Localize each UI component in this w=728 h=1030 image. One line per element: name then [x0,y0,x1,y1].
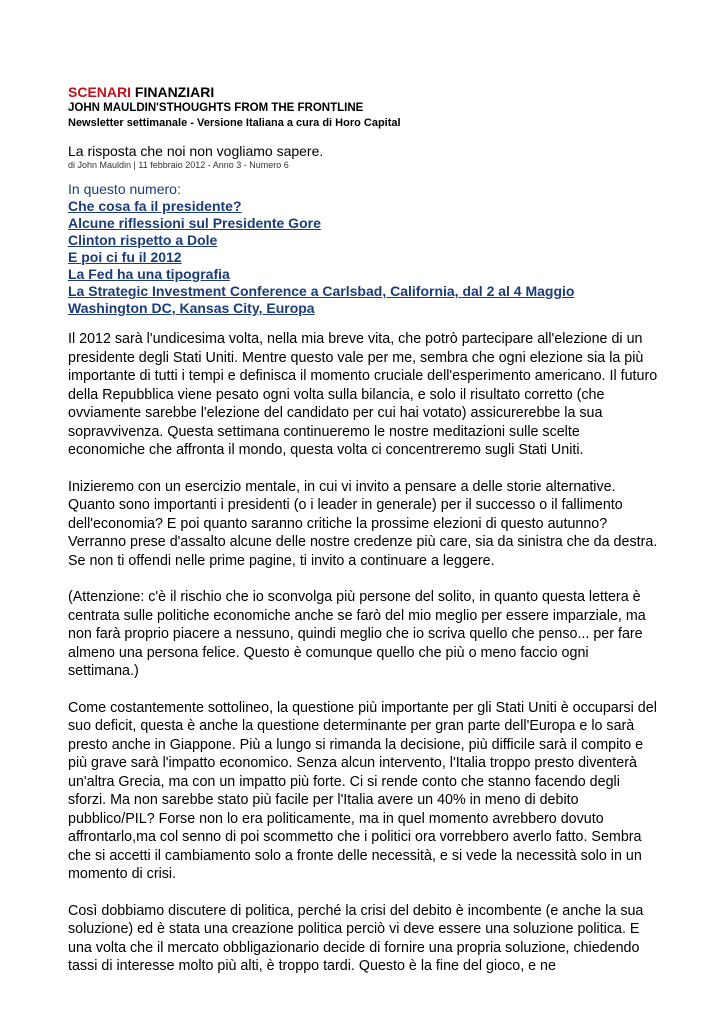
toc-link-president[interactable]: Che cosa fa il presidente? [68,198,242,214]
body-paragraph: Il 2012 sarà l'undicesima volta, nella mia breve vita, che potrò partecipare all'elezione di un presidente degli Stati Uniti. Mentre questo vale per me, sembra che ogni elezione sia la più importante di tutti i tempi e definisca il momento cruciale dell'esperimento americano. Il futuro della Repubblica viene pesato ogni volta sulla bilancia, e solo il risultato corretto (che ovviamente sarebbe l'elezione del candidato per cui hai votato) assicurerebbe la sua sopravvivenza. Questa settimana continueremo le nostre meditazioni sulle scelte economiche che affronta il mondo, questa volta ci concentreremo sugli Stati Uniti. [68,331,658,458]
body-paragraph: Così dobbiamo discutere di politica, perché la crisi del debito è incombente (e anche la sua soluzione) ed è stata una creazione politica perciò vi deve essere una soluzione politica. E una volta che il mercato obbligazionario decide di fornire una propria soluzione, chiedendo tassi di interesse molto più alti, è troppo tardi. Questo è la fine del gioco, e ne [68,902,644,974]
toc-item [68,198,660,215]
toc-link-clinton-dole[interactable]: Clinton rispetto a Dole [68,232,218,248]
body-paragraph: Come costantemente sottolineo, la questione più importante per gli Stati Uniti è occuparsi del suo deficit, questa è anche la questione determinante per gran parte dell'Europa e lo sarà presto anche in Giappone. Più a lungo si rimanda la decisione, più difficile sarà il compito e più grave sarà l'impatto economico. Senza alcun intervento, l'Italia troppo presto diventerà un'altra Grecia, ma con un impatto più forte. Ci si rende conto che stanno facendo degli sforzi. Ma non sarebbe stato più facile per l'Italia avere un 40% in meno di debito pubblico/PIL? Forse non lo era politicamente, ma in quel momento avrebbero dovuto affrontarlo,ma col senno di poi scommetto che i politici ora vorrebbero averlo fatto. Sembra che si accetti il cambiamento solo a fronte delle necessità, e si vede la necessità solo in un momento di crisi. [68,699,657,882]
toc-item [68,300,660,317]
document-content [68,84,660,976]
toc-item [68,266,660,283]
toc-link-gore[interactable]: Alcune riflessioni sul Presidente Gore [68,215,321,231]
brand-red: SCENARI [68,84,132,100]
toc-link-2012[interactable]: E poi ci fu il 2012 [68,249,182,265]
brand-black: FINANZIARI [131,84,215,100]
toc-link-conference[interactable]: La Strategic Investment Conference a Carlsbad, California, dal 2 al 4 Maggio [68,283,575,299]
article-byline: di John Mauldin | 11 febbraio 2012 - Anno 3 - Numero 6 [68,160,289,170]
toc-item [68,215,660,232]
newsletter-edition: Newsletter settimanale - Versione Italiana a cura di Horo Capital [68,117,401,129]
body-paragraph: Inizieremo con un esercizio mentale, in cui vi invito a pensare a delle storie alternative. Quanto sono importanti i presidenti (o i leader in generale) per il successo o il fallimento dell'economia? E poi quanto saranno critiche la prossime elezioni di questo autunno? Verranno prese d'assalto alcune delle nostre credenze più care, sia da sinistra che da destra. Se non ti offendi nelle prime pagine, ti invito a continuare a leggere. [68,478,658,569]
body-paragraph: (Attenzione: c'è il rischio che io sconvolga più persone del solito, in quanto questa lettera è centrata sulle politiche economiche anche se farò del mio meglio per essere imparziale, ma non farà proprio piacere a nessuno, quindi meglio che io scriva quello che penso... per fare almeno una persona felice. Questo è comunque quello che più o meno faccio ogni settimana.) [68,589,646,679]
brand-title [68,84,660,101]
toc-link-fed[interactable]: La Fed ha una tipografia [68,266,230,282]
toc-link-washington[interactable]: Washington DC, Kansas City, Europa [68,300,315,316]
table-of-contents [68,198,660,317]
toc-label: In questo numero: [68,181,181,197]
article-headline: La risposta che noi non vogliamo sapere. [68,143,324,159]
toc-item [68,283,660,300]
toc-item [68,249,660,266]
toc-item [68,232,660,249]
newsletter-subtitle: JOHN MAULDIN'STHOUGHTS FROM THE FRONTLINE [68,102,364,114]
